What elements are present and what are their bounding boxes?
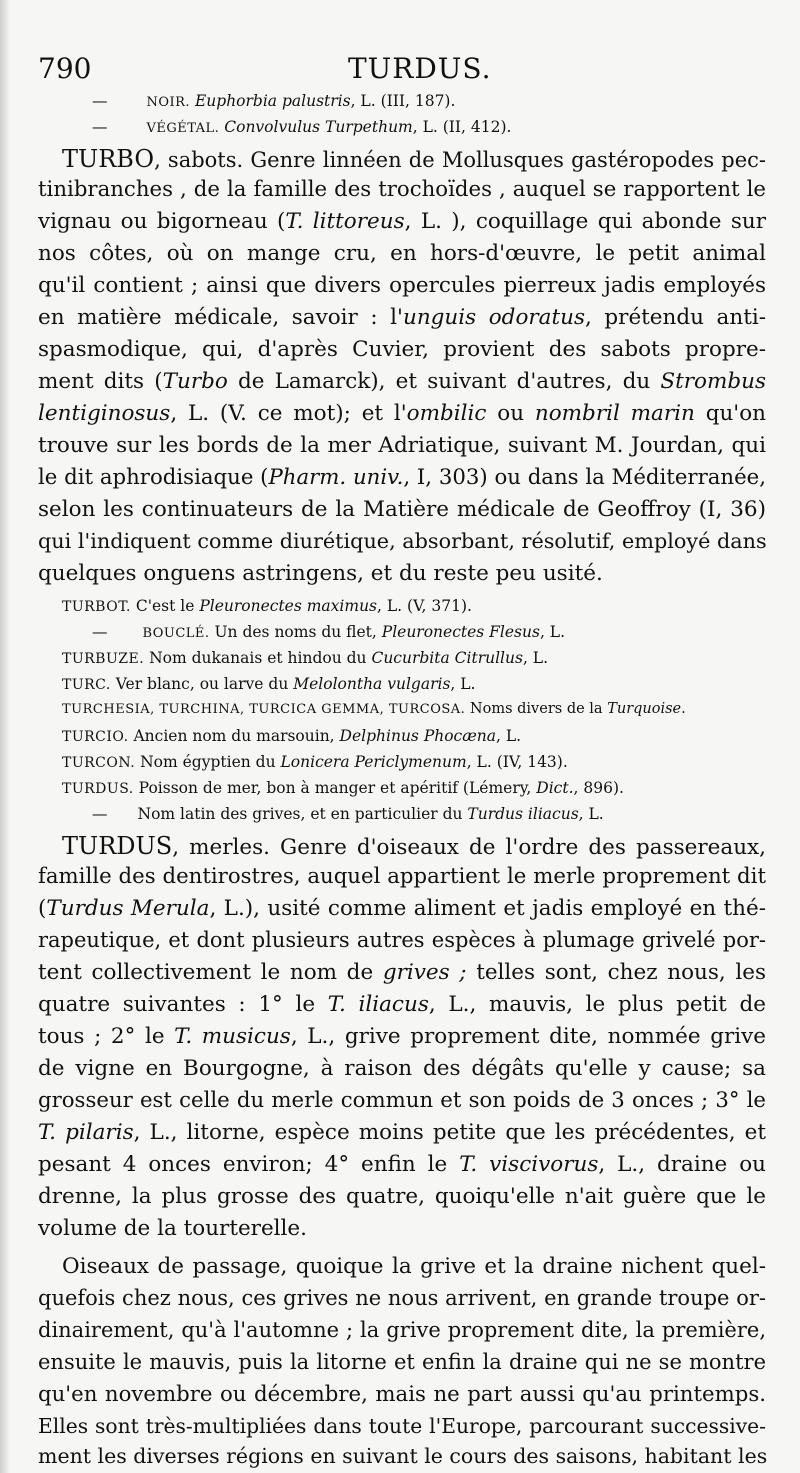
turdus-line-6: quatre suivantes : 1° le T. iliacus, L., mauvis, le plus petit de [38,992,766,1017]
turdus-line-4: rapeutique, et dont plusieurs autres espèces à plumage grivelé por- [38,928,766,952]
turbo-line-13: qui l'indiquent comme diurétique, absorbant, résolutif, employé dans [38,529,767,553]
oiseaux-line-2: quefois chez nous, ces grives ne nous arrivent, en grande troupe or- [38,1286,766,1310]
entry-turc: TURC. Ver blanc, ou larve du Melolontha vulgaris, L. [62,675,476,693]
turbo-line-3: vignau ou bigorneau (T. littoreus, L. ), coquillage qui abonde sur [38,209,766,234]
page-number: 790 [38,52,92,85]
turbo-line-12: selon les continuateurs de la Matière médicale de Geoffroy (I, 36) [38,497,766,522]
turbo-line-11: le dit aphrodisiaque (Pharm. univ., I, 303) ou dans la Méditerranée, [38,465,766,490]
entry-noir: — NOIR. Euphorbia palustris, L. (III, 187). [92,92,456,110]
turbo-line-8: ment dits (Turbo de Lamarck), et suivant d'autres, du Strombus [38,369,766,394]
turdus-line-10: T. pilaris, L., litorne, espèce moins petite que les précédentes, et [38,1120,766,1145]
turbo-line-14: quelques onguens astringens, et du reste peu usité. [38,561,603,586]
oiseaux-line-7: ment les diverses régions en suivant le cours des saisons, habitant les [38,1444,768,1468]
turbo-line-9: lentiginosus, L. (V. ce mot); et l'ombilic ou nombril marin qu'on [38,401,767,426]
turbo-line-5: qu'il contient ; ainsi que divers opercules pierreux jadis employés [38,273,766,298]
entry-vegetal: — VÉGÉTAL. Convolvulus Turpethum, L. (II, 412). [92,118,512,136]
turdus-line-5: tent collectivement le nom de grives ; telles sont, chez nous, les [38,960,767,985]
turbo-line-4: nos côtes, où on mange cru, en hors-d'œuvre, le petit animal [38,241,766,266]
turdus-line-9: grosseur est celle du merle commun et son poids de 3 onces ; 3° le [38,1088,766,1113]
entry-turbot: TURBOT. C'est le Pleuronectes maximus, L. (V, 371). [62,597,472,615]
entry-turdus-fish: TURDUS. Poisson de mer, bon à manger et apéritif (Lémery, Dict., 896). [62,779,624,797]
running-title: TURDUS. [348,52,492,85]
turdus-line-2: famille des dentirostres, auquel appartient le merle proprement dit [38,864,766,889]
turdus-line-3: (Turdus Merula, L.), usité comme aliment et jadis employé en thé- [38,896,767,921]
turdus-line-11: pesant 4 onces environ; 4° enfin le T. viscivorus, L., draine ou [38,1152,766,1177]
entry-turchesia: TURCHESIA, TURCHINA, TURCICA GEMMA, TURCOSA. Noms divers de la Turquoise. [62,701,686,717]
entry-turcon: TURCON. Nom égyptien du Lonicera Periclymenum, L. (IV, 143). [62,753,568,771]
turbo-line-2: tinibranches , de la famille des trochoïdes , auquel se rapportent le [38,177,766,202]
turbo-line-7: spasmodique, qui, d'après Cuvier, provient des sabots propre- [38,337,766,362]
entry-turbuze: TURBUZE. Nom dukanais et hindou du Cucurbita Citrullus, L. [62,649,549,667]
entry-turdus-latin: — Nom latin des grives, et en particulier du Turdus iliacus, L. [92,805,604,823]
turdus-line-8: de vigne en Bourgogne, à raison des dégâts qu'elle y cause; sa [38,1056,766,1081]
oiseaux-line-4: ensuite le mauvis, puis la litorne et enfin la draine qui ne se montre [38,1350,766,1374]
turdus-line-1: TURDUS, merles. Genre d'oiseaux de l'ordre des passereaux, [62,832,766,860]
turbo-line-6: en matière médicale, savoir : l'unguis odoratus, prétendu anti- [38,305,766,330]
oiseaux-line-3: dinairement, qu'à l'automne ; la grive proprement dite, la première, [38,1318,766,1342]
turbo-line-10: trouve sur les bords de la mer Adriatique, suivant M. Jourdan, qui [38,433,766,458]
turdus-line-7: tous ; 2° le T. musicus, L., grive proprement dite, nommée grive [38,1024,767,1049]
turbo-line-1: TURBO, sabots. Genre linnéen de Mollusques gastéropodes pec- [62,145,766,173]
running-header [38,52,762,92]
oiseaux-line-1: Oiseaux de passage, quoique la grive et la draine nichent quel- [62,1254,766,1279]
turdus-line-12: drenne, la plus grosse des quatre, quoiqu'elle n'ait guère que le [38,1184,766,1209]
entry-boucle: — BOUCLÉ. Un des noms du flet, Pleuronectes Flesus, L. [92,623,566,641]
turdus-line-13: volume de la tourterelle. [38,1216,307,1241]
oiseaux-line-5: qu'en novembre ou décembre, mais ne part aussi qu'au printemps. [38,1382,766,1407]
entry-turcio: TURCIO. Ancien nom du marsouin, Delphinus Phocæna, L. [62,727,522,745]
oiseaux-line-6: Elles sont très-multipliées dans toute l'Europe, parcourant successive- [38,1414,766,1438]
page-edge-shadow [0,0,10,1473]
